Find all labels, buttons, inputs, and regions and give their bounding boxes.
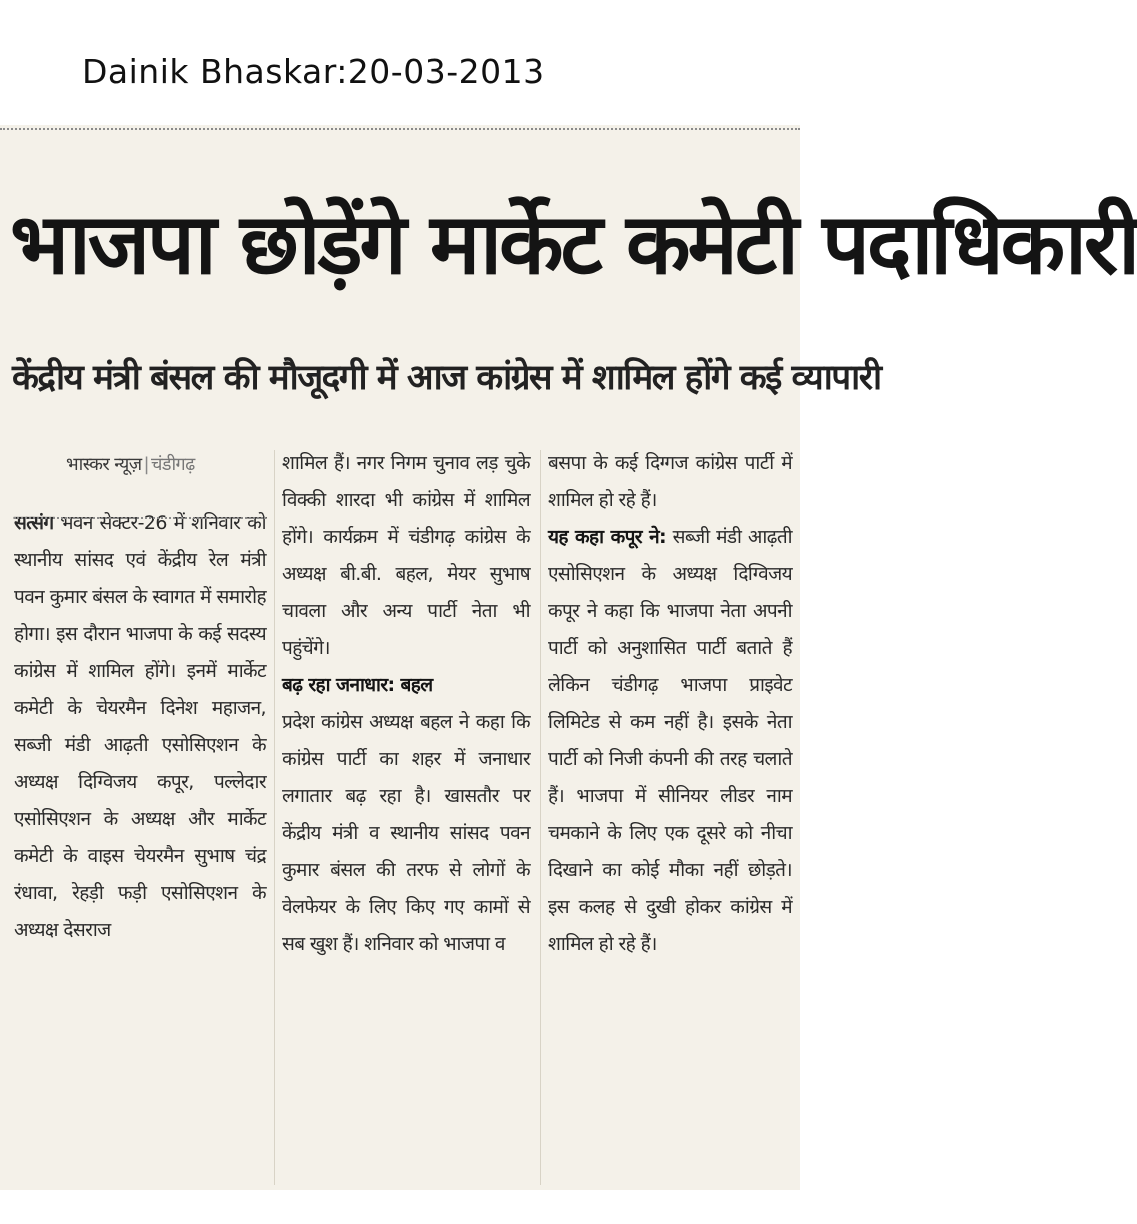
article-column-3	[548, 445, 792, 963]
byline-separator: |	[143, 454, 150, 475]
article-column-2	[282, 445, 530, 963]
column-3-body: सब्जी मंडी आढ़ती एसोसिएशन के अध्यक्ष दिग्विजय कपूर ने कहा कि भाजपा नेता अपनी पार्टी को अनुशासित पार्टी बताते हैं लेकिन चंडीगढ़ भाजपा प्राइवेट लिमिटेड से कम नहीं है। इसके नेता पार्टी को निजी कंपनी की तरह चलाते हैं। भाजपा में सीनियर लीडर नाम चमकाने के लिए एक दूसरे को नीचा दिखाने का कोई मौका नहीं छोड़ते। इस कलह से दुखी होकर कांग्रेस में शामिल हो रहे हैं।	[548, 526, 792, 955]
byline-source: भास्कर न्यूज़	[66, 454, 142, 475]
newspaper-date-header: Dainik Bhaskar:20-03-2013	[82, 52, 545, 91]
column-divider	[540, 450, 541, 1185]
article-column-1	[14, 445, 266, 949]
byline	[14, 445, 266, 505]
column-2-para-1: शामिल हैं। नगर निगम चुनाव लड़ चुके विक्की शारदा भी कांग्रेस में शामिल होंगे। कार्यक्रम में चंडीगढ़ कांग्रेस के अध्यक्ष बी.बी. बहल, मेयर सुभाष चावला और अन्य पार्टी नेता भी पहुंचेंगे।	[282, 452, 530, 659]
column-3-subhead: यह कहा कपूर ने:	[548, 526, 667, 548]
column-1-body: भवन सेक्टर-26 में शनिवार को स्थानीय सांसद एवं केंद्रीय रेल मंत्री पवन कुमार बंसल के स्वागत में समारोह होगा। इस दौरान भाजपा के कई सदस्य कांग्रेस में शामिल होंगे। इनमें मार्केट कमेटी के चेयरमैन दिनेश महाजन, सब्जी मंडी आढ़ती एसोसिएशन के अध्यक्ष दिग्विजय कपूर, पल्लेदार एसोसिएशन के अध्यक्ष और मार्केट कमेटी के वाइस चेयरमैन सुभाष चंद्र रंधावा, रेहड़ी फड़ी एसोसिएशन के अध्यक्ष देसराज	[14, 512, 266, 941]
column-2-para-2: प्रदेश कांग्रेस अध्यक्ष बहल ने कहा कि कांग्रेस पार्टी का शहर में जनाधार लगातार बढ़ रहा है। खासतौर पर केंद्रीय मंत्री व स्थानीय सांसद पवन कुमार बंसल की तरफ से लोगों के वेलफेयर के लिए किए गए कामों से सब खुश हैं। शनिवार को भाजपा व	[282, 711, 530, 955]
byline-rule	[14, 517, 266, 519]
column-divider	[274, 450, 275, 1185]
clipping-top-rule	[0, 128, 800, 130]
column-3-para-2	[548, 519, 792, 963]
column-2-subhead: बढ़ रहा जनाधार: बहल	[282, 674, 433, 696]
lead-word: सत्संग	[14, 512, 54, 534]
article-headline: भाजपा छोड़ेंगे मार्केट कमेटी पदाधिकारी	[10, 195, 1137, 293]
article-subheadline: केंद्रीय मंत्री बंसल की मौजूदगी में आज कांग्रेस में शामिल होंगे कई व्यापारी	[12, 358, 881, 398]
byline-place: चंडीगढ़	[151, 454, 195, 475]
column-3-para-1: बसपा के कई दिग्गज कांग्रेस पार्टी में शामिल हो रहे हैं।	[548, 452, 792, 511]
column-1-text	[14, 505, 266, 949]
